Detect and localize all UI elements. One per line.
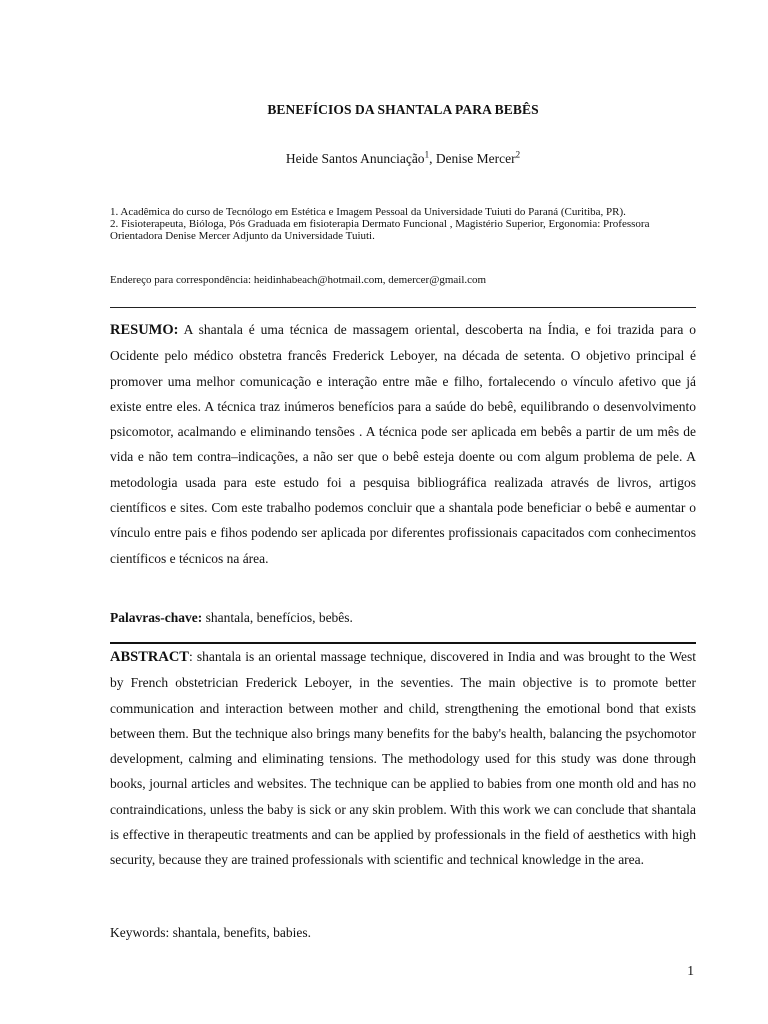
palavras-chave-text: shantala, benefícios, bebês. — [202, 610, 353, 625]
resumo-paragraph — [110, 317, 696, 571]
abstract-paragraph — [110, 644, 696, 873]
palavras-chave — [110, 609, 696, 627]
correspondence-address: Endereço para correspondência: heidinhabeach@hotmail.com, demercer@gmail.com — [110, 274, 487, 286]
author-affiliation-mark: 2 — [515, 149, 521, 160]
page-number: 1 — [687, 963, 694, 978]
affiliations — [110, 206, 696, 243]
author-name: Denise Mercer — [435, 151, 516, 166]
resumo-text: A shantala é uma técnica de massagem oriental, descoberta na Índia, e foi trazida para o Ocidente pelo médico obstetra francês Frederick Leboyer, na década de setenta. O objetivo principal é promover uma melhor comunicação e interação entre mãe e filho, fortalecendo o vínculo afetivo que já existe entre eles. A técnica traz inúmeros benefícios para a saúde do bebê, equilibrando o desenvolvimento psicomotor, acalmando e eliminando tensões . A técnica pode ser aplicada em bebês a partir de um mês de vida e não tem contra–indicações, a não ser que o bebê esteja doente ou com algum problema de pele. A metodologia usada para este estudo foi a pesquisa bibliográfica realizada através de livros, artigos científicos e sites. Com este trabalho podemos concluir que a shantala pode beneficiar o bebê e aumentar o vínculo entre pais e fihos podendo ser aplicada por diferentes profissionais capacitados com conhecimentos científicos e técnicos na área. — [110, 322, 696, 566]
author-name: Heide Santos Anunciação — [285, 151, 425, 166]
author-line — [110, 151, 696, 167]
abstract-label: ABSTRACT — [110, 649, 189, 665]
section-divider — [110, 294, 696, 308]
abstract-text: : shantala is an oriental massage technique, discovered in India and was brought to the West by French obstetrician Frederick Leboyer, in the seventies. The main objective is to promote better communication and interaction between mother and child, strengthening the emotional bond that exists between them. But the technique also brings many benefits for the baby's health, balancing the psychomotor development, calming and eliminating tensions. The methodology used for this study was done through books, journal articles and websites. The technique can be applied to babies from one month old and has no contraindications, unless the baby is sick or any skin problem. With this work we can conclude that shantala is effective in therapeutic treatments and can be applied by professionals in the field of aesthetics with high security, because they are trained professionals with scientific and technical knowledge in the area. — [110, 649, 696, 868]
paper-title: BENEFÍCIOS DA SHANTALA PARA BEBÊS — [267, 102, 539, 117]
affiliation-2: 2. Fisioterapeuta, Bióloga, Pós Graduada em fisioterapia Dermato Funcional , Magistério Superior, Ergonomia: Professora Orientadora Denise Mercer Adjunto da Universidade Tuiuti. — [110, 218, 650, 243]
author-affiliation-mark: 1 — [424, 149, 430, 160]
affiliation-1: 1. Acadêmica do curso de Tecnólogo em Estética e Imagem Pessoal da Universidade Tuiuti do Paraná (Curitiba, PR). — [110, 206, 626, 218]
keywords-english: Keywords: shantala, benefits, babies. — [110, 925, 311, 940]
resumo-label: RESUMO: — [110, 322, 179, 338]
author-separator: , — [429, 151, 436, 166]
palavras-chave-label: Palavras-chave: — [110, 610, 203, 625]
